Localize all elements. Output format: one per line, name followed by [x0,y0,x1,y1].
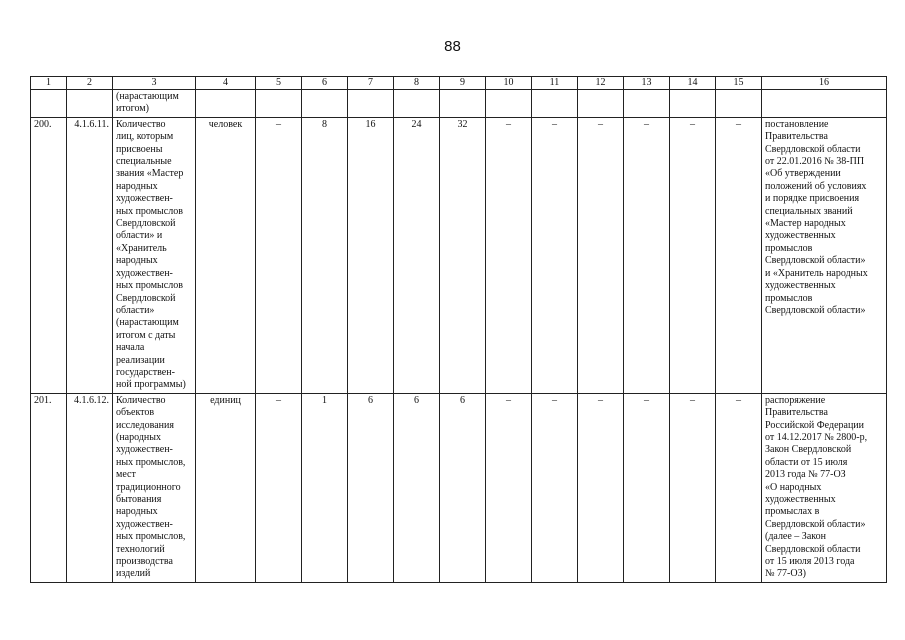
value-cell: – [256,117,302,393]
column-header: 11 [532,77,578,90]
value-cell: – [256,393,302,582]
source-document: распоряжение Правительства Российской Федерации от 14.12.2017 № 2800-р, Закон Свердловской области от 15 июля 2013 года № 77-ОЗ «О народных художественных промыслах в Свердловской области» (далее – Закон Свердловской области от 15 июля 2013 года № 77-ОЗ) [762,393,887,582]
value-cell: 24 [394,117,440,393]
column-header: 7 [348,77,394,90]
value-cell: 16 [348,117,394,393]
column-header: 16 [762,77,887,90]
value-cell: – [532,117,578,393]
value-cell: – [624,393,670,582]
value-cell: – [486,117,532,393]
value-cell: 8 [302,117,348,393]
value-cell: 6 [440,393,486,582]
column-header: 1 [31,77,67,90]
column-header: 6 [302,77,348,90]
value-cell: – [624,117,670,393]
table-row [31,117,887,393]
value-cell: 1 [302,393,348,582]
continuation-row [31,90,887,118]
row-number: 201. [31,393,67,582]
source-document: постановление Правительства Свердловской области от 22.01.2016 № 38-ПП «Об утверждении положений об условиях и порядке присвоения специальных званий «Мастер народных художественных промыслов Свердловской области» и «Хранитель народных художественных промыслов Свердловской области» [762,117,887,393]
value-cell: – [716,393,762,582]
column-header: 3 [113,77,196,90]
value-cell: – [716,117,762,393]
value-cell: – [578,393,624,582]
indicator-code: 4.1.6.11. [67,117,113,393]
indicator-name: Количество объектов исследования (народных художествен- ных промыслов, мест традиционного бытования народных художествен- ных промыслов, технологий производства изделий [113,393,196,582]
column-header: 13 [624,77,670,90]
page-number: 88 [444,38,461,55]
table-row [31,393,887,582]
column-header: 5 [256,77,302,90]
column-header: 4 [196,77,256,90]
indicator-name: (нарастающим итогом) [113,90,196,118]
column-header: 15 [716,77,762,90]
value-cell: – [670,393,716,582]
value-cell: 6 [348,393,394,582]
value-cell: 32 [440,117,486,393]
column-header: 9 [440,77,486,90]
value-cell: – [486,393,532,582]
column-number-row [31,77,887,90]
value-cell: – [532,393,578,582]
unit: единиц [196,393,256,582]
indicators-table [30,76,887,583]
indicator-code: 4.1.6.12. [67,393,113,582]
column-header: 2 [67,77,113,90]
indicator-name: Количество лиц, которым присвоены специальные звания «Мастер народных художествен- ных промыслов Свердловской области» и «Хранитель народных художествен- ных промыслов Свердловской области» (нарастающим итогом с даты начала реализации государствен- ной программы) [113,117,196,393]
value-cell: – [578,117,624,393]
value-cell: 6 [394,393,440,582]
column-header: 14 [670,77,716,90]
column-header: 10 [486,77,532,90]
row-number: 200. [31,117,67,393]
unit: человек [196,117,256,393]
value-cell: – [670,117,716,393]
column-header: 12 [578,77,624,90]
column-header: 8 [394,77,440,90]
